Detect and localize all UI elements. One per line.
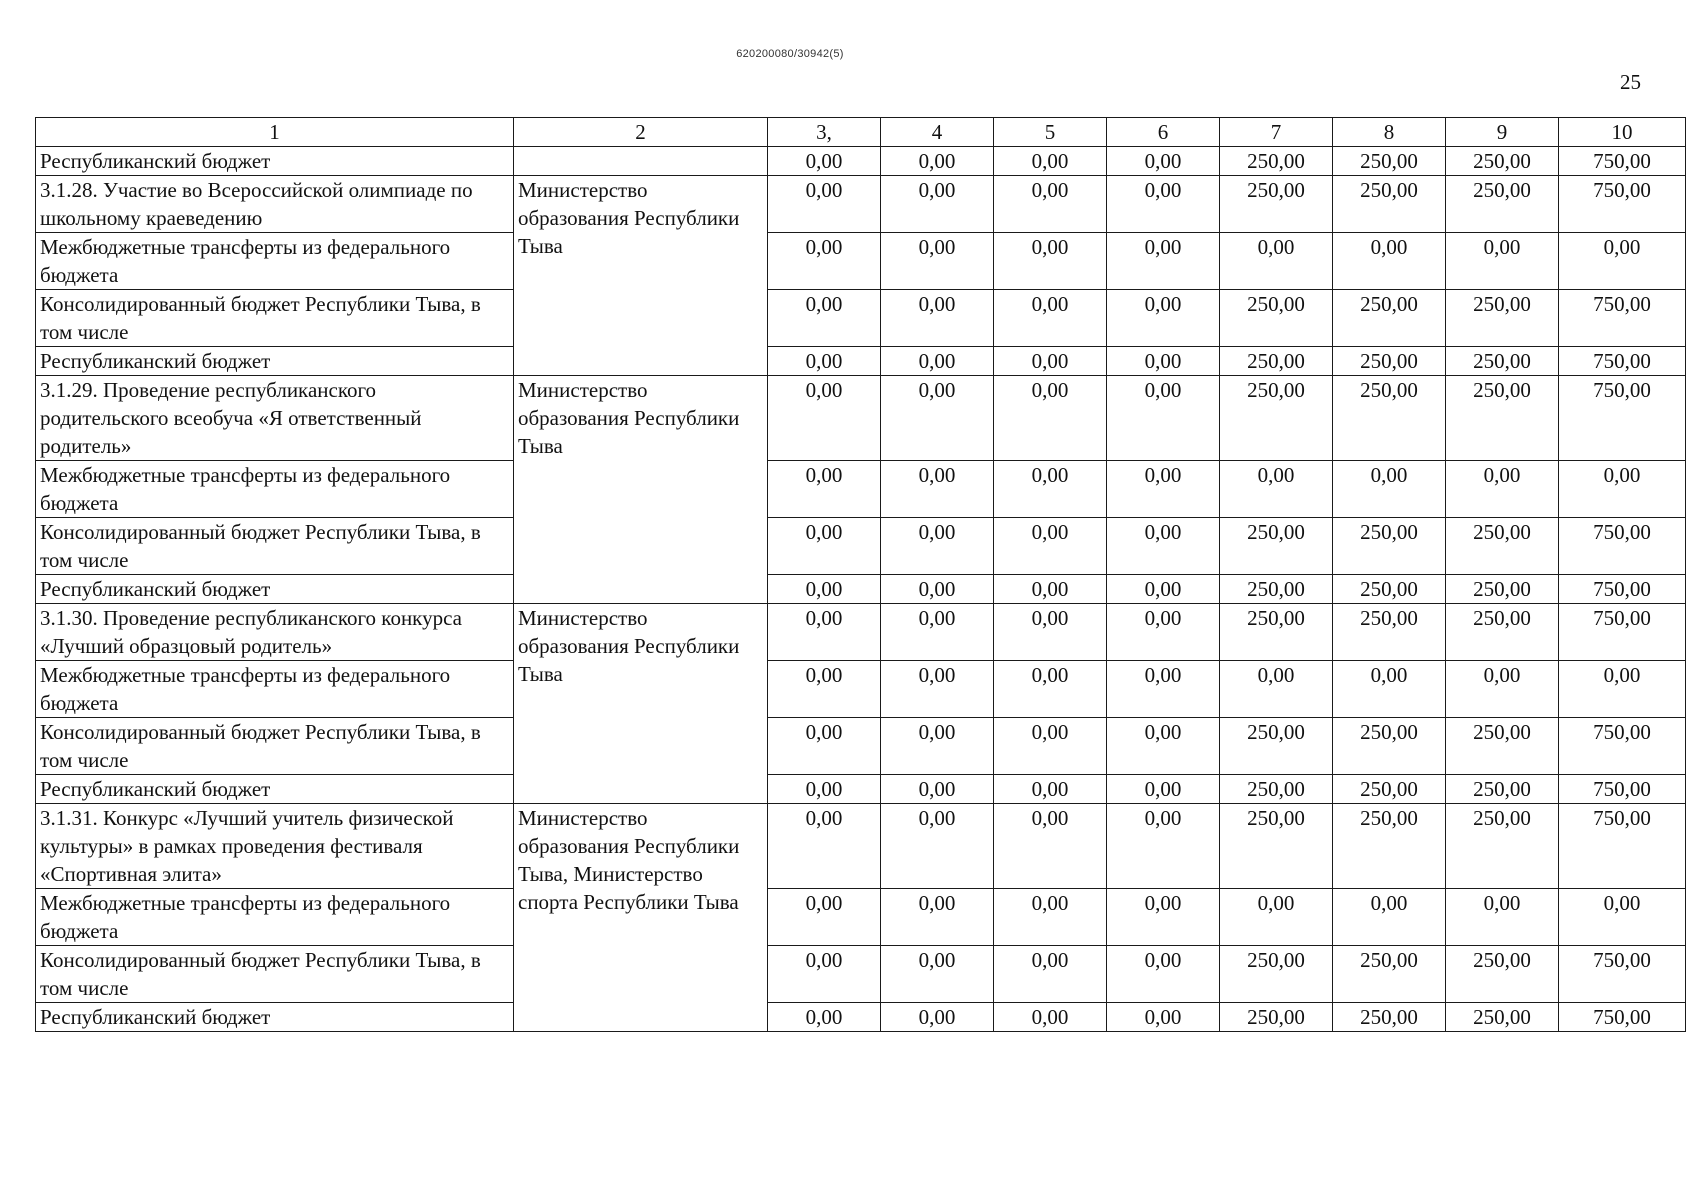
table-row [36, 147, 1686, 176]
value-cell: 0,00 [881, 604, 994, 661]
value-cell: 0,00 [881, 176, 994, 233]
value-cell: 250,00 [1333, 290, 1446, 347]
document-id: 620200080/30942(5) [736, 48, 844, 60]
value-cell: 0,00 [768, 575, 881, 604]
value-cell: 0,00 [768, 1003, 881, 1032]
value-cell: 250,00 [1446, 718, 1559, 775]
value-cell: 0,00 [1107, 518, 1220, 575]
value-cell: 0,00 [1446, 661, 1559, 718]
value-cell: 0,00 [1220, 661, 1333, 718]
value-cell: 0,00 [994, 347, 1107, 376]
value-cell: 0,00 [1107, 946, 1220, 1003]
value-cell: 0,00 [768, 775, 881, 804]
value-cell: 0,00 [994, 147, 1107, 176]
value-cell: 0,00 [768, 661, 881, 718]
value-cell: 0,00 [1107, 461, 1220, 518]
value-cell: 250,00 [1446, 775, 1559, 804]
value-cell: 0,00 [1333, 461, 1446, 518]
value-cell: 750,00 [1559, 518, 1686, 575]
value-cell: 250,00 [1446, 946, 1559, 1003]
row-label: Межбюджетные трансферты из федерального бюджета [36, 661, 514, 718]
executor-cell-empty [514, 147, 768, 176]
value-cell: 0,00 [1559, 233, 1686, 290]
table-row [36, 604, 1686, 661]
table-row [36, 376, 1686, 461]
value-cell: 250,00 [1220, 290, 1333, 347]
value-cell: 250,00 [1333, 775, 1446, 804]
value-cell: 0,00 [1559, 889, 1686, 946]
value-cell: 0,00 [1107, 604, 1220, 661]
value-cell: 0,00 [1107, 575, 1220, 604]
value-cell: 250,00 [1333, 518, 1446, 575]
value-cell: 0,00 [768, 889, 881, 946]
value-cell: 0,00 [768, 376, 881, 461]
value-cell: 0,00 [881, 233, 994, 290]
value-cell: 250,00 [1220, 1003, 1333, 1032]
value-cell: 0,00 [768, 946, 881, 1003]
value-cell: 0,00 [994, 718, 1107, 775]
value-cell: 0,00 [881, 804, 994, 889]
value-cell: 0,00 [994, 1003, 1107, 1032]
executor-cell: Министерство образования Республики Тыва [514, 176, 768, 376]
value-cell: 250,00 [1220, 604, 1333, 661]
row-label: Консолидированный бюджет Республики Тыва, в том числе [36, 290, 514, 347]
value-cell: 0,00 [1107, 775, 1220, 804]
row-label: Межбюджетные трансферты из федерального бюджета [36, 461, 514, 518]
value-cell: 250,00 [1446, 347, 1559, 376]
column-header-row [36, 118, 1686, 147]
executor-cell: Министерство образования Республики Тыва [514, 604, 768, 804]
table-row [36, 804, 1686, 889]
value-cell: 0,00 [768, 804, 881, 889]
table-row [36, 290, 1686, 347]
table-row [36, 946, 1686, 1003]
value-cell: 0,00 [1446, 461, 1559, 518]
value-cell: 0,00 [881, 775, 994, 804]
value-cell: 0,00 [1220, 233, 1333, 290]
value-cell: 0,00 [768, 518, 881, 575]
value-cell: 250,00 [1220, 518, 1333, 575]
value-cell: 250,00 [1446, 604, 1559, 661]
value-cell: 250,00 [1333, 376, 1446, 461]
table-row [36, 889, 1686, 946]
value-cell: 0,00 [881, 290, 994, 347]
value-cell: 0,00 [1446, 233, 1559, 290]
table-row [36, 661, 1686, 718]
value-cell: 750,00 [1559, 347, 1686, 376]
value-cell: 250,00 [1446, 804, 1559, 889]
value-cell: 0,00 [1107, 233, 1220, 290]
value-cell: 0,00 [1107, 661, 1220, 718]
value-cell: 0,00 [1333, 661, 1446, 718]
value-cell: 0,00 [768, 718, 881, 775]
value-cell: 0,00 [1107, 347, 1220, 376]
value-cell: 0,00 [768, 176, 881, 233]
row-label: 3.1.30. Проведение республиканского конкурса «Лучший образцовый родитель» [36, 604, 514, 661]
value-cell: 250,00 [1220, 575, 1333, 604]
value-cell: 0,00 [1107, 718, 1220, 775]
value-cell: 0,00 [1559, 461, 1686, 518]
row-label: Республиканский бюджет [36, 575, 514, 604]
table-row [36, 233, 1686, 290]
value-cell: 250,00 [1220, 946, 1333, 1003]
value-cell: 250,00 [1333, 946, 1446, 1003]
value-cell: 0,00 [1333, 233, 1446, 290]
row-label: Республиканский бюджет [36, 147, 514, 176]
value-cell: 750,00 [1559, 775, 1686, 804]
value-cell: 750,00 [1559, 718, 1686, 775]
value-cell: 0,00 [768, 604, 881, 661]
value-cell: 750,00 [1559, 575, 1686, 604]
value-cell: 250,00 [1220, 176, 1333, 233]
row-label: Республиканский бюджет [36, 1003, 514, 1032]
value-cell: 250,00 [1333, 575, 1446, 604]
value-cell: 750,00 [1559, 176, 1686, 233]
value-cell: 750,00 [1559, 604, 1686, 661]
value-cell: 0,00 [881, 461, 994, 518]
value-cell: 250,00 [1446, 575, 1559, 604]
value-cell: 0,00 [994, 290, 1107, 347]
value-cell: 0,00 [1446, 889, 1559, 946]
column-header: 4 [881, 118, 994, 147]
value-cell: 750,00 [1559, 147, 1686, 176]
row-label: Межбюджетные трансферты из федерального бюджета [36, 233, 514, 290]
value-cell: 0,00 [1107, 176, 1220, 233]
value-cell: 0,00 [994, 376, 1107, 461]
row-label: 3.1.31. Конкурс «Лучший учитель физической культуры» в рамках проведения фестиваля «Спортивная элита» [36, 804, 514, 889]
value-cell: 250,00 [1333, 804, 1446, 889]
row-label: Консолидированный бюджет Республики Тыва, в том числе [36, 718, 514, 775]
value-cell: 0,00 [994, 889, 1107, 946]
value-cell: 0,00 [881, 946, 994, 1003]
value-cell: 0,00 [768, 233, 881, 290]
value-cell: 0,00 [1107, 147, 1220, 176]
value-cell: 0,00 [994, 661, 1107, 718]
value-cell: 250,00 [1333, 1003, 1446, 1032]
table-row [36, 347, 1686, 376]
value-cell: 250,00 [1333, 347, 1446, 376]
value-cell: 0,00 [1107, 376, 1220, 461]
table-row [36, 518, 1686, 575]
column-header: 6 [1107, 118, 1220, 147]
value-cell: 250,00 [1220, 347, 1333, 376]
value-cell: 250,00 [1446, 176, 1559, 233]
value-cell: 250,00 [1220, 775, 1333, 804]
executor-cell: Министерство образования Республики Тыва [514, 376, 768, 604]
value-cell: 0,00 [1333, 889, 1446, 946]
value-cell: 0,00 [881, 376, 994, 461]
value-cell: 250,00 [1446, 376, 1559, 461]
value-cell: 0,00 [1559, 661, 1686, 718]
value-cell: 0,00 [994, 604, 1107, 661]
column-header: 5 [994, 118, 1107, 147]
value-cell: 250,00 [1333, 604, 1446, 661]
value-cell: 750,00 [1559, 290, 1686, 347]
column-header: 1 [36, 118, 514, 147]
value-cell: 0,00 [994, 461, 1107, 518]
row-label: 3.1.29. Проведение республиканского родительского всеобуча «Я ответственный родитель» [36, 376, 514, 461]
table-row [36, 176, 1686, 233]
value-cell: 0,00 [1220, 461, 1333, 518]
executor-cell: Министерство образования Республики Тыва, Министерство спорта Республики Тыва [514, 804, 768, 1032]
row-label: Консолидированный бюджет Республики Тыва, в том числе [36, 518, 514, 575]
value-cell: 750,00 [1559, 1003, 1686, 1032]
value-cell: 0,00 [994, 804, 1107, 889]
value-cell: 0,00 [881, 718, 994, 775]
column-header: 7 [1220, 118, 1333, 147]
value-cell: 0,00 [994, 233, 1107, 290]
value-cell: 0,00 [881, 518, 994, 575]
value-cell: 0,00 [881, 661, 994, 718]
table-row [36, 1003, 1686, 1032]
value-cell: 0,00 [768, 461, 881, 518]
value-cell: 250,00 [1220, 804, 1333, 889]
value-cell: 250,00 [1446, 1003, 1559, 1032]
value-cell: 0,00 [768, 147, 881, 176]
row-label: Республиканский бюджет [36, 347, 514, 376]
value-cell: 250,00 [1333, 718, 1446, 775]
value-cell: 250,00 [1446, 147, 1559, 176]
column-header: 8 [1333, 118, 1446, 147]
value-cell: 0,00 [994, 176, 1107, 233]
page-number: 25 [1620, 70, 1641, 94]
value-cell: 0,00 [994, 775, 1107, 804]
value-cell: 0,00 [994, 946, 1107, 1003]
row-label: Республиканский бюджет [36, 775, 514, 804]
budget-table [35, 117, 1686, 1032]
value-cell: 0,00 [881, 575, 994, 604]
value-cell: 0,00 [1107, 1003, 1220, 1032]
row-label: Межбюджетные трансферты из федерального бюджета [36, 889, 514, 946]
table-row [36, 575, 1686, 604]
column-header: 10 [1559, 118, 1686, 147]
value-cell: 250,00 [1220, 718, 1333, 775]
value-cell: 0,00 [1107, 804, 1220, 889]
column-header: 3, [768, 118, 881, 147]
table-row [36, 775, 1686, 804]
value-cell: 0,00 [768, 347, 881, 376]
column-header: 2 [514, 118, 768, 147]
value-cell: 250,00 [1220, 376, 1333, 461]
table-row [36, 461, 1686, 518]
value-cell: 250,00 [1333, 147, 1446, 176]
column-header: 9 [1446, 118, 1559, 147]
value-cell: 0,00 [881, 147, 994, 176]
row-label: Консолидированный бюджет Республики Тыва, в том числе [36, 946, 514, 1003]
value-cell: 0,00 [1107, 290, 1220, 347]
value-cell: 750,00 [1559, 946, 1686, 1003]
value-cell: 0,00 [1107, 889, 1220, 946]
value-cell: 750,00 [1559, 376, 1686, 461]
value-cell: 0,00 [768, 290, 881, 347]
value-cell: 0,00 [881, 347, 994, 376]
row-label: 3.1.28. Участие во Всероссийской олимпиаде по школьному краеведению [36, 176, 514, 233]
value-cell: 250,00 [1220, 147, 1333, 176]
value-cell: 0,00 [881, 1003, 994, 1032]
table-row [36, 718, 1686, 775]
value-cell: 750,00 [1559, 804, 1686, 889]
value-cell: 250,00 [1446, 290, 1559, 347]
value-cell: 0,00 [994, 518, 1107, 575]
value-cell: 250,00 [1333, 176, 1446, 233]
value-cell: 250,00 [1446, 518, 1559, 575]
value-cell: 0,00 [881, 889, 994, 946]
value-cell: 0,00 [994, 575, 1107, 604]
value-cell: 0,00 [1220, 889, 1333, 946]
